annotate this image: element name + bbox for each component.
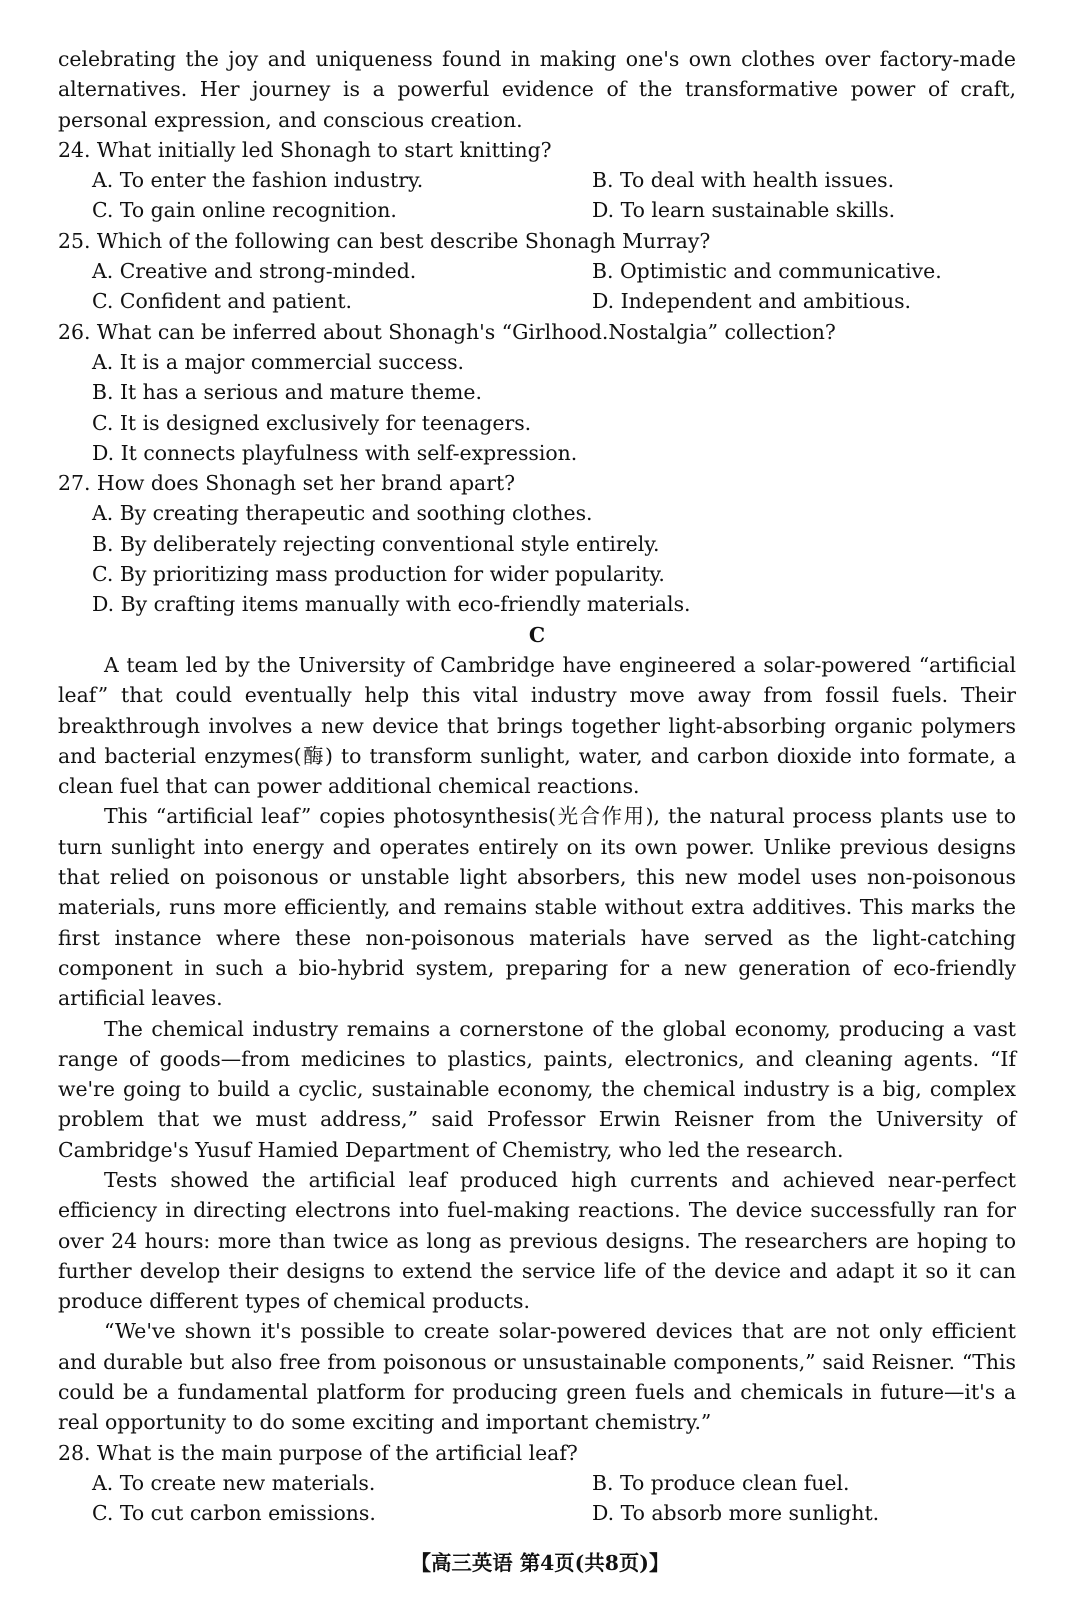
option-c: C. By prioritizing mass production for wider popularity. (92, 562, 665, 587)
question-stem: 24. What initially led Shonagh to start knitting? (58, 137, 552, 162)
passage-paragraph-3: The chemical industry remains a cornerstone of the global economy, producing a vast range of goods—from medicines to plastics, paints, electronics, and cleaning agents. “If we're going to build a cyclic, sustainable economy, the chemical industry is a big, complex problem that we must address,” said Professor Erwin Reisner from the University of Cambridge's Yusuf Hamied Department of Chemistry, who led the research. (58, 1016, 1016, 1162)
option-b: B. By deliberately rejecting conventional style entirely. (92, 531, 660, 556)
option-a: A. To enter the fashion industry. (92, 168, 424, 193)
option-d: D. It connects playfulness with self-expression. (92, 440, 578, 465)
question-27 (58, 468, 1016, 619)
option-b: B. Optimistic and communicative. (592, 259, 942, 284)
question-stem: 25. Which of the following can best describe Shonagh Murray? (58, 228, 711, 253)
option-a: A. To create new materials. (92, 1470, 376, 1495)
passage-paragraph-2: This “artificial leaf” copies photosynthesis(光合作用), the natural process plants use to turn sunlight into energy and operates entirely on its own power. Unlike previous designs that relied on poisonous or unstable light absorbers, this new model uses non-poisonous materials, runs more efficiently, and remains stable without extra additives. This marks the first instance where these non-poisonous materials have served as the light-catching component in such a bio-hybrid system, preparing for a new generation of eco-friendly artificial leaves. (58, 804, 1016, 1011)
option-a: A. By creating therapeutic and soothing clothes. (92, 501, 593, 526)
option-d: D. To learn sustainable skills. (592, 198, 896, 223)
question-28 (58, 1438, 1016, 1529)
option-d: D. By crafting items manually with eco-friendly materials. (92, 592, 691, 617)
page-footer: 【高三英语 第4页(共8页)】 (410, 1551, 670, 1575)
option-c: C. To gain online recognition. (92, 198, 397, 223)
option-b: B. It has a serious and mature theme. (92, 380, 482, 405)
option-c: C. To cut carbon emissions. (92, 1501, 376, 1526)
option-a: A. Creative and strong-minded. (92, 259, 417, 284)
option-d: D. Independent and ambitious. (592, 289, 912, 314)
intro-paragraph: celebrating the joy and uniqueness found in making one's own clothes over factory-made alternatives. Her journey is a powerful evidence of the transformative power of craft, personal expression, and conscious creation. (58, 47, 1016, 132)
question-stem: 26. What can be inferred about Shonagh's “Girlhood.Nostalgia” collection? (58, 319, 836, 344)
option-a: A. It is a major commercial success. (92, 349, 465, 374)
question-25 (58, 226, 1016, 317)
passage-paragraph-4: Tests showed the artificial leaf produced high currents and achieved near-perfect efficiency in directing electrons into fuel-making reactions. The device successfully ran for over 24 hours: more than twice as long as previous designs. The researchers are hoping to further develop their designs to extend the service life of the device and adapt it so it can produce different types of chemical products. (58, 1167, 1016, 1314)
option-b: B. To produce clean fuel. (592, 1470, 850, 1495)
option-c: C. Confident and patient. (92, 289, 353, 314)
question-26 (58, 317, 1016, 468)
option-b: B. To deal with health issues. (592, 168, 895, 193)
section-heading: C (528, 622, 546, 647)
question-24 (58, 135, 1016, 226)
question-stem: 28. What is the main purpose of the artificial leaf? (58, 1440, 578, 1465)
question-stem: 27. How does Shonagh set her brand apart? (58, 471, 516, 496)
passage-paragraph-5: “We've shown it's possible to create solar-powered devices that are not only efficient and durable but also free from poisonous or unsustainable components,” said Reisner. “This could be a fundamental platform for producing green fuels and chemicals in future—it's a real opportunity to do some exciting and important chemistry.” (58, 1319, 1016, 1435)
passage-paragraph-1: A team led by the University of Cambridge have engineered a solar-powered “artificial leaf” that could eventually help this vital industry move away from fossil fuels. Their breakthrough involves a new device that brings together light-absorbing organic polymers and bacterial enzymes(酶) to transform sunlight, water, and carbon dioxide into formate, a clean fuel that can power additional chemical reactions. (58, 652, 1016, 799)
option-d: D. To absorb more sunlight. (592, 1501, 880, 1526)
option-c: C. It is designed exclusively for teenagers. (92, 410, 532, 435)
